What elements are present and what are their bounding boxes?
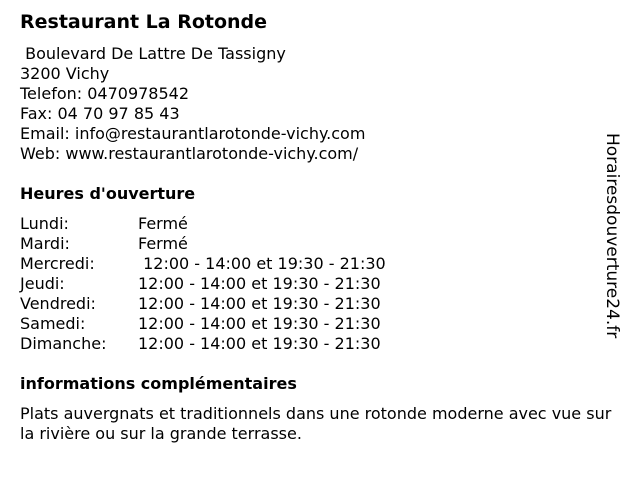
hours-value: 12:00 - 14:00 et 19:30 - 21:30 <box>138 314 381 333</box>
opening-hours-heading: Heures d'ouverture <box>20 184 196 203</box>
website-address: Web: www.restaurantlarotonde-vichy.com/ <box>20 144 359 163</box>
day-label: Samedi: <box>20 314 86 333</box>
day-label: Mardi: <box>20 234 70 253</box>
site-watermark: Horairesdouverture24.fr <box>602 133 622 339</box>
hours-value: Fermé <box>138 234 188 253</box>
day-label: Dimanche: <box>20 334 107 353</box>
additional-info-text: Plats auvergnats et traditionnels dans une rotonde moderne avec vue sur la rivière ou sur la grande terrasse. <box>20 404 612 443</box>
address-street: Boulevard De Lattre De Tassigny <box>20 44 286 63</box>
additional-info-heading: informations complémentaires <box>20 374 297 393</box>
day-label: Jeudi: <box>20 274 65 293</box>
hours-value: 12:00 - 14:00 et 19:30 - 21:30 <box>138 254 386 273</box>
day-label: Mercredi: <box>20 254 95 273</box>
fax-number: Fax: 04 70 97 85 43 <box>20 104 180 123</box>
day-label: Vendredi: <box>20 294 96 313</box>
address-city: 3200 Vichy <box>20 64 110 83</box>
phone-number: Telefon: 0470978542 <box>20 84 190 103</box>
hours-value: Fermé <box>138 214 188 233</box>
hours-value: 12:00 - 14:00 et 19:30 - 21:30 <box>138 274 381 293</box>
restaurant-name: Restaurant La Rotonde <box>20 11 268 33</box>
day-label: Lundi: <box>20 214 69 233</box>
hours-value: 12:00 - 14:00 et 19:30 - 21:30 <box>138 294 381 313</box>
hours-value: 12:00 - 14:00 et 19:30 - 21:30 <box>138 334 381 353</box>
email-address: Email: info@restaurantlarotonde-vichy.com <box>20 124 366 143</box>
contact-block <box>20 44 365 164</box>
